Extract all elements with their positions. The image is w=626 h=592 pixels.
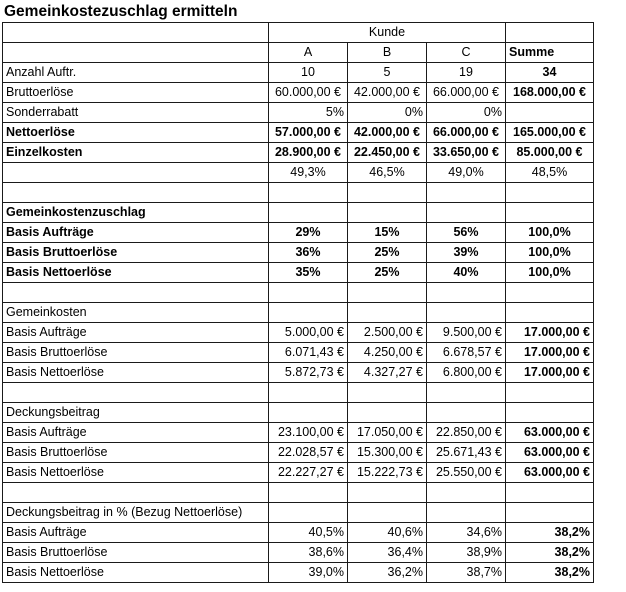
value-cell[interactable] — [427, 403, 506, 423]
value-cell[interactable]: 48,5% — [506, 163, 594, 183]
row-label-cell[interactable]: Deckungsbeitrag in % (Bezug Nettoerlöse) — [3, 503, 269, 523]
value-cell[interactable] — [348, 183, 427, 203]
table-row — [3, 343, 594, 363]
value-cell[interactable]: 33.650,00 € — [427, 143, 506, 163]
value-cell[interactable]: 60.000,00 € — [269, 83, 348, 103]
value-cell[interactable]: 5% — [269, 103, 348, 123]
value-cell[interactable]: 17.050,00 € — [348, 423, 427, 443]
value-cell[interactable]: 63.000,00 € — [506, 443, 594, 463]
value-cell[interactable]: 39% — [427, 243, 506, 263]
value-cell[interactable]: 22.850,00 € — [427, 423, 506, 443]
header-row-group — [3, 23, 594, 43]
table-row — [3, 103, 594, 123]
row-label-cell[interactable]: Gemeinkosten — [3, 303, 269, 323]
row-label-cell[interactable]: Basis Bruttoerlöse — [3, 343, 269, 363]
value-cell[interactable] — [269, 283, 348, 303]
row-label-cell[interactable] — [3, 283, 269, 303]
kunde-group-label[interactable]: Kunde — [269, 23, 506, 43]
value-cell[interactable] — [506, 383, 594, 403]
value-cell[interactable] — [269, 503, 348, 523]
table-row — [3, 223, 594, 243]
row-label-cell[interactable]: Basis Aufträge — [3, 423, 269, 443]
value-cell[interactable]: 49,3% — [269, 163, 348, 183]
value-cell[interactable]: 4.250,00 € — [348, 343, 427, 363]
row-label-cell[interactable]: Einzelkosten — [3, 143, 269, 163]
value-cell[interactable]: 38,2% — [506, 523, 594, 543]
table-row — [3, 163, 594, 183]
value-cell[interactable] — [348, 503, 427, 523]
value-cell[interactable]: 57.000,00 € — [269, 123, 348, 143]
value-cell[interactable] — [427, 183, 506, 203]
value-cell[interactable]: 25% — [348, 243, 427, 263]
value-cell[interactable]: 38,2% — [506, 543, 594, 563]
value-cell[interactable]: 38,2% — [506, 563, 594, 583]
row-label-cell[interactable]: Gemeinkostenzuschlag — [3, 203, 269, 223]
table-row — [3, 523, 594, 543]
row-label-cell[interactable]: Anzahl Auftr. — [3, 63, 269, 83]
value-cell[interactable]: 42.000,00 € — [348, 123, 427, 143]
value-cell[interactable] — [506, 503, 594, 523]
value-cell[interactable]: 42.000,00 € — [348, 83, 427, 103]
value-cell[interactable]: 22.450,00 € — [348, 143, 427, 163]
row-label-cell[interactable]: Basis Aufträge — [3, 323, 269, 343]
value-cell[interactable] — [506, 183, 594, 203]
value-cell[interactable]: 17.000,00 € — [506, 343, 594, 363]
value-cell[interactable]: 0% — [427, 103, 506, 123]
value-cell[interactable]: 10 — [269, 63, 348, 83]
table-row — [3, 383, 594, 403]
value-cell[interactable] — [269, 403, 348, 423]
column-header-a[interactable]: A — [269, 43, 348, 63]
value-cell[interactable]: 49,0% — [427, 163, 506, 183]
value-cell[interactable]: 15.222,73 € — [348, 463, 427, 483]
value-cell[interactable]: 6.071,43 € — [269, 343, 348, 363]
table-row — [3, 543, 594, 563]
value-cell[interactable]: 25% — [348, 263, 427, 283]
table-row — [3, 423, 594, 443]
row-label-cell[interactable] — [3, 163, 269, 183]
row-label-cell[interactable] — [3, 383, 269, 403]
value-cell[interactable] — [427, 303, 506, 323]
table-row — [3, 283, 594, 303]
value-cell[interactable] — [348, 403, 427, 423]
value-cell[interactable]: 46,5% — [348, 163, 427, 183]
value-cell[interactable] — [348, 483, 427, 503]
row-label-cell[interactable]: Basis Nettoerlöse — [3, 463, 269, 483]
value-cell[interactable] — [506, 303, 594, 323]
row-label-cell[interactable]: Basis Aufträge — [3, 523, 269, 543]
value-cell[interactable]: 17.000,00 € — [506, 323, 594, 343]
table-row — [3, 63, 594, 83]
value-cell[interactable]: 40,5% — [269, 523, 348, 543]
value-cell[interactable] — [269, 303, 348, 323]
column-header-summe[interactable]: Summe — [506, 43, 594, 63]
value-cell[interactable]: 66.000,00 € — [427, 83, 506, 103]
value-cell[interactable]: 15.300,00 € — [348, 443, 427, 463]
value-cell[interactable]: 25.671,43 € — [427, 443, 506, 463]
calc-table — [2, 22, 594, 583]
value-cell[interactable]: 5.872,73 € — [269, 363, 348, 383]
value-cell[interactable] — [269, 203, 348, 223]
row-label-cell[interactable]: Sonderrabatt — [3, 103, 269, 123]
value-cell[interactable] — [348, 203, 427, 223]
value-cell[interactable]: 36,4% — [348, 543, 427, 563]
table-row — [3, 463, 594, 483]
value-cell[interactable]: 15% — [348, 223, 427, 243]
table-row — [3, 323, 594, 343]
row-label-cell[interactable]: Deckungsbeitrag — [3, 403, 269, 423]
table-row — [3, 483, 594, 503]
table-row — [3, 203, 594, 223]
value-cell[interactable] — [348, 383, 427, 403]
row-label-cell[interactable] — [3, 183, 269, 203]
value-cell[interactable]: 22.028,57 € — [269, 443, 348, 463]
value-cell[interactable] — [506, 283, 594, 303]
value-cell[interactable]: 39,0% — [269, 563, 348, 583]
value-cell[interactable]: 38,6% — [269, 543, 348, 563]
value-cell[interactable] — [506, 103, 594, 123]
row-label-cell[interactable]: Basis Nettoerlöse — [3, 263, 269, 283]
table-row — [3, 123, 594, 143]
value-cell[interactable]: 23.100,00 € — [269, 423, 348, 443]
row-label-cell[interactable]: Basis Nettoerlöse — [3, 563, 269, 583]
value-cell[interactable] — [506, 203, 594, 223]
spreadsheet — [2, 22, 594, 583]
table-row — [3, 303, 594, 323]
value-cell[interactable]: 28.900,00 € — [269, 143, 348, 163]
row-label-cell[interactable]: Basis Nettoerlöse — [3, 363, 269, 383]
value-cell[interactable] — [427, 503, 506, 523]
value-cell[interactable]: 34,6% — [427, 523, 506, 543]
row-label-cell[interactable]: Basis Bruttoerlöse — [3, 543, 269, 563]
value-cell[interactable]: 2.500,00 € — [348, 323, 427, 343]
table-row — [3, 143, 594, 163]
value-cell[interactable]: 17.000,00 € — [506, 363, 594, 383]
value-cell[interactable]: 100,0% — [506, 263, 594, 283]
value-cell[interactable]: 9.500,00 € — [427, 323, 506, 343]
value-cell[interactable]: 19 — [427, 63, 506, 83]
row-label-cell[interactable] — [3, 483, 269, 503]
row-label-cell[interactable]: Bruttoerlöse — [3, 83, 269, 103]
value-cell[interactable]: 56% — [427, 223, 506, 243]
value-cell[interactable] — [348, 283, 427, 303]
table-row — [3, 183, 594, 203]
value-cell[interactable]: 100,0% — [506, 223, 594, 243]
value-cell[interactable]: 38,7% — [427, 563, 506, 583]
header-row-columns — [3, 43, 594, 63]
value-cell[interactable] — [269, 383, 348, 403]
table-row — [3, 363, 594, 383]
value-cell[interactable]: 5 — [348, 63, 427, 83]
table-row — [3, 503, 594, 523]
header-blank-cell[interactable] — [3, 43, 269, 63]
value-cell[interactable]: 36,2% — [348, 563, 427, 583]
value-cell[interactable]: 5.000,00 € — [269, 323, 348, 343]
value-cell[interactable] — [427, 203, 506, 223]
column-header-b[interactable]: B — [348, 43, 427, 63]
value-cell[interactable]: 100,0% — [506, 243, 594, 263]
table-row — [3, 443, 594, 463]
value-cell[interactable]: 168.000,00 € — [506, 83, 594, 103]
value-cell[interactable]: 25.550,00 € — [427, 463, 506, 483]
column-header-c[interactable]: C — [427, 43, 506, 63]
value-cell[interactable]: 4.327,27 € — [348, 363, 427, 383]
row-label-cell[interactable]: Basis Bruttoerlöse — [3, 443, 269, 463]
value-cell[interactable] — [427, 283, 506, 303]
value-cell[interactable]: 29% — [269, 223, 348, 243]
value-cell[interactable]: 85.000,00 € — [506, 143, 594, 163]
header-blank-cell[interactable] — [3, 23, 269, 43]
table-row — [3, 263, 594, 283]
value-cell[interactable] — [506, 403, 594, 423]
table-row — [3, 403, 594, 423]
row-label-cell[interactable]: Nettoerlöse — [3, 123, 269, 143]
value-cell[interactable] — [348, 303, 427, 323]
value-cell[interactable]: 0% — [348, 103, 427, 123]
value-cell[interactable]: 66.000,00 € — [427, 123, 506, 143]
sheet-title: Gemeinkostezuschlag ermitteln — [4, 3, 238, 20]
value-cell[interactable]: 63.000,00 € — [506, 423, 594, 443]
value-cell[interactable]: 40,6% — [348, 523, 427, 543]
value-cell[interactable]: 6.800,00 € — [427, 363, 506, 383]
table-row — [3, 83, 594, 103]
value-cell[interactable] — [427, 383, 506, 403]
value-cell[interactable]: 40% — [427, 263, 506, 283]
value-cell[interactable]: 34 — [506, 63, 594, 83]
value-cell[interactable]: 36% — [269, 243, 348, 263]
value-cell[interactable]: 22.227,27 € — [269, 463, 348, 483]
value-cell[interactable] — [269, 183, 348, 203]
value-cell[interactable] — [269, 483, 348, 503]
value-cell[interactable]: 38,9% — [427, 543, 506, 563]
value-cell[interactable]: 35% — [269, 263, 348, 283]
header-summe-blank-cell[interactable] — [506, 23, 594, 43]
row-label-cell[interactable]: Basis Aufträge — [3, 223, 269, 243]
table-row — [3, 563, 594, 583]
value-cell[interactable]: 63.000,00 € — [506, 463, 594, 483]
table-row — [3, 243, 594, 263]
row-label-cell[interactable]: Basis Bruttoerlöse — [3, 243, 269, 263]
value-cell[interactable]: 6.678,57 € — [427, 343, 506, 363]
value-cell[interactable] — [506, 483, 594, 503]
value-cell[interactable] — [427, 483, 506, 503]
value-cell[interactable]: 165.000,00 € — [506, 123, 594, 143]
